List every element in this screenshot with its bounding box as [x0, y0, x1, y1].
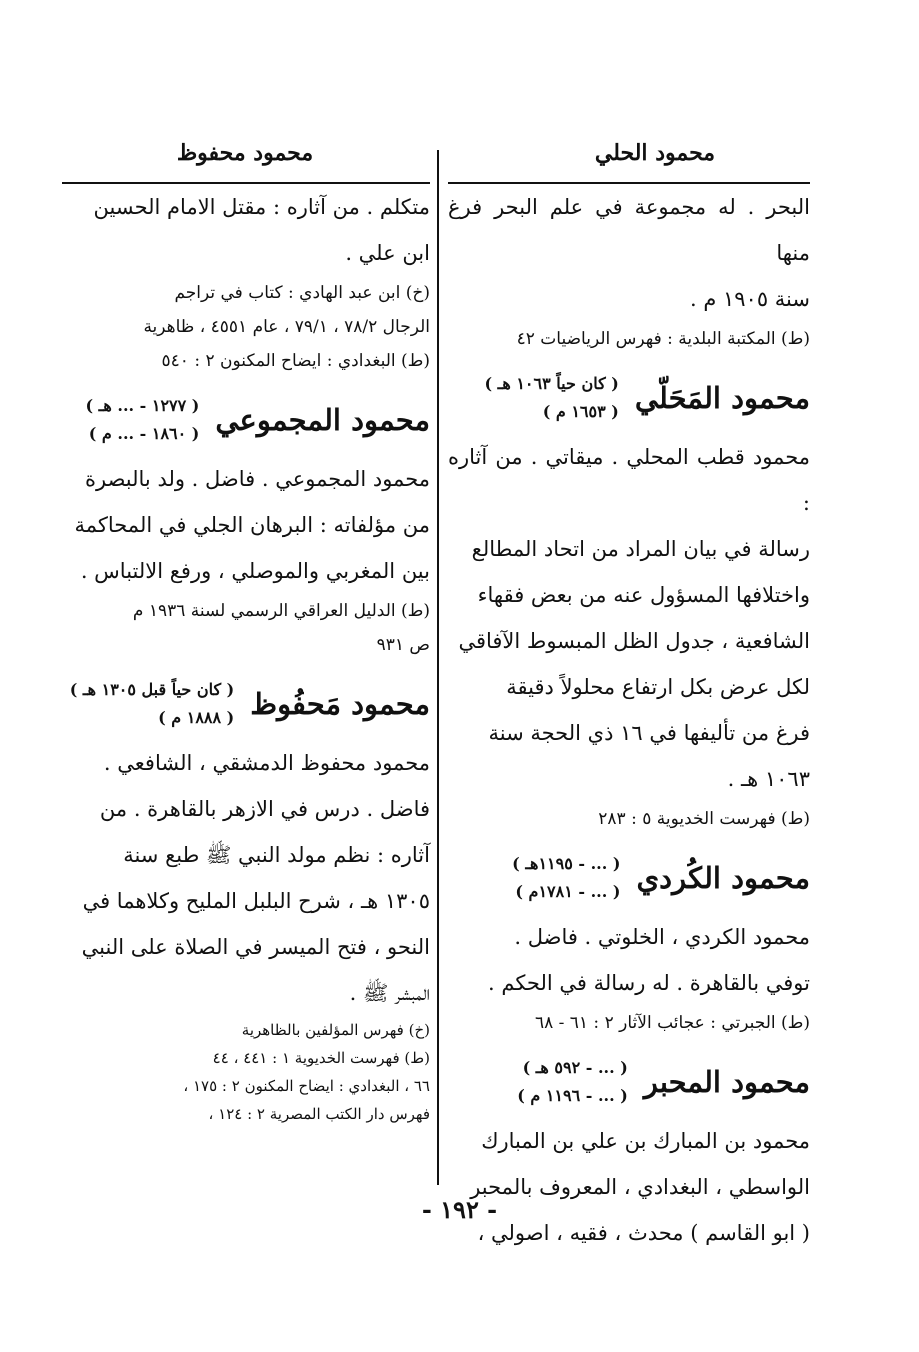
text-line: ابن علي .: [345, 241, 430, 265]
text-line: المبشر ﷺ .: [349, 981, 430, 1005]
right-column: [448, 184, 810, 1256]
entry-heading: [448, 850, 810, 906]
entry-dates: [86, 392, 200, 448]
text-line: آثاره : نظم مولد النبي ﷺ طبع سنة: [123, 843, 430, 867]
text-line: متكلم . من آثاره : مقتل الامام الحسين: [93, 195, 430, 219]
entry-name: محمود المجموعي: [215, 403, 430, 437]
entry-name: محمود المحبر: [643, 1065, 810, 1099]
text-line: ( ابو القاسم ) محدث ، فقيه ، اصولي ،: [477, 1221, 810, 1245]
column-divider: [437, 150, 439, 1185]
reference-line: ٦٦ ، البغدادي : ايضاح المكنون ٢ : ١٧٥ ،: [183, 1077, 430, 1095]
entry-name: محمود مَحفُوظ: [250, 687, 430, 721]
text-line: بين المغربي والموصلي ، ورفع الالتباس .: [80, 559, 430, 583]
text-line: محمود الكردي ، الخلوتي . فاضل .: [514, 925, 810, 949]
text-line: فرغ من تأليفها في ١٦ ذي الحجة سنة: [488, 721, 810, 745]
text-line: رسالة في بيان المراد من اتحاد المطالع: [471, 537, 810, 561]
text-line: البحر . له مجموعة في علم البحر فرغ منها: [448, 195, 810, 265]
text-line: ١٠٦٣ هـ .: [727, 767, 810, 791]
text-line: واختلافها المسؤول عنه من بعض فقهاء: [477, 583, 810, 607]
entry-heading: [448, 370, 810, 426]
right-running-header: محمود الحلي: [594, 140, 716, 166]
hijri-date: ( كان حياً ١٠٦٣ هـ ): [484, 374, 619, 393]
text-line: لكل عرض بكل ارتفاع محلولاً دقيقة: [506, 675, 810, 699]
gregorian-date: ( ... - ١١٩٦ م ): [517, 1086, 628, 1105]
entry-name: محمود الكُردي: [636, 861, 810, 895]
reference-line: (ط) فهرست الخديوية ٥ : ٢٨٣: [598, 809, 810, 829]
reference-line: ص ٩٣١: [376, 635, 430, 655]
left-running-header: محمود محفوظ: [176, 140, 314, 166]
text-line: فاضل . درس في الازهر بالقاهرة . من: [99, 797, 430, 821]
text-line: ١٣٠٥ هـ ، شرح البلبل المليح وكلاهما في: [82, 889, 430, 913]
gregorian-date: ( ١٨٦٠ - ... م ): [88, 424, 200, 443]
hijri-date: ( ... - ١١٩٥هـ ): [512, 854, 621, 873]
gregorian-date: ( ... - ١٧٨١م ): [515, 882, 621, 901]
entry-heading: [448, 1054, 810, 1110]
gregorian-date: ( ١٨٨٨ م ): [158, 708, 235, 727]
text-line: توفي بالقاهرة . له رسالة في الحكم .: [488, 971, 810, 995]
text-line: الواسطي ، البغدادي ، المعروف بالمحبر: [470, 1175, 810, 1199]
entry-dates: [70, 676, 235, 732]
hijri-date: ( ... - ٥٩٢ هـ ): [522, 1058, 628, 1077]
entry-dates: [517, 1054, 628, 1110]
text-line: محمود المجموعي . فاضل . ولد بالبصرة: [84, 467, 430, 491]
text-line: الشافعية ، جدول الظل المبسوط الآفاقي: [458, 629, 810, 653]
entry-dates: [484, 370, 618, 426]
left-column: [62, 184, 430, 1128]
text-line: محمود بن المبارك بن علي بن المبارك: [481, 1129, 810, 1153]
reference-line: (ط) البغدادي : ايضاح المكنون ٢ : ٥٤٠: [161, 351, 430, 371]
reference-line: (ط) المكتبة البلدية : فهرس الرياضيات ٤٢: [516, 329, 810, 349]
reference-line: الرجال ٧٨/٢ ، ٧٩/١ ، عام ٤٥٥١ ، ظاهرية: [143, 317, 430, 337]
text-line: من مؤلفاته : البرهان الجلي في المحاكمة: [74, 513, 430, 537]
reference-line: (ط) الدليل العراقي الرسمي لسنة ١٩٣٦ م: [132, 601, 430, 621]
hijri-date: ( ١٢٧٧ - ... هـ ): [85, 396, 200, 415]
text-line: محمود قطب المحلي . ميقاتي . من آثاره :: [448, 445, 810, 515]
reference-line: (خ) ابن عبد الهادي : كتاب في تراجم: [174, 283, 430, 303]
page-number: - ١٩٢ -: [421, 1195, 498, 1224]
reference-line: فهرس دار الكتب المصرية ٢ : ١٢٤ ،: [208, 1105, 430, 1123]
reference-line: (ط) الجبرتي : عجائب الآثار ٢ : ٦١ - ٦٨: [534, 1013, 810, 1033]
hijri-date: ( كان حياً قبل ١٣٠٥ هـ ): [69, 680, 235, 699]
entry-heading: [62, 676, 430, 732]
gregorian-date: ( ١٦٥٣ م ): [542, 402, 619, 421]
text-line: النحو ، فتح الميسر في الصلاة على النبي: [81, 935, 430, 959]
entry-dates: [512, 850, 620, 906]
entry-heading: [62, 392, 430, 448]
entry-name: محمود المَحَلّي: [634, 381, 810, 415]
reference-line: (خ) فهرس المؤلفين بالظاهرية: [241, 1021, 430, 1039]
text-line: محمود محفوظ الدمشقي ، الشافعي .: [103, 751, 430, 775]
reference-line: (ط) فهرست الخديوية ١ : ٤٤١ ، ٤٤: [212, 1049, 430, 1067]
text-line: سنة ١٩٠٥ م .: [689, 287, 810, 311]
